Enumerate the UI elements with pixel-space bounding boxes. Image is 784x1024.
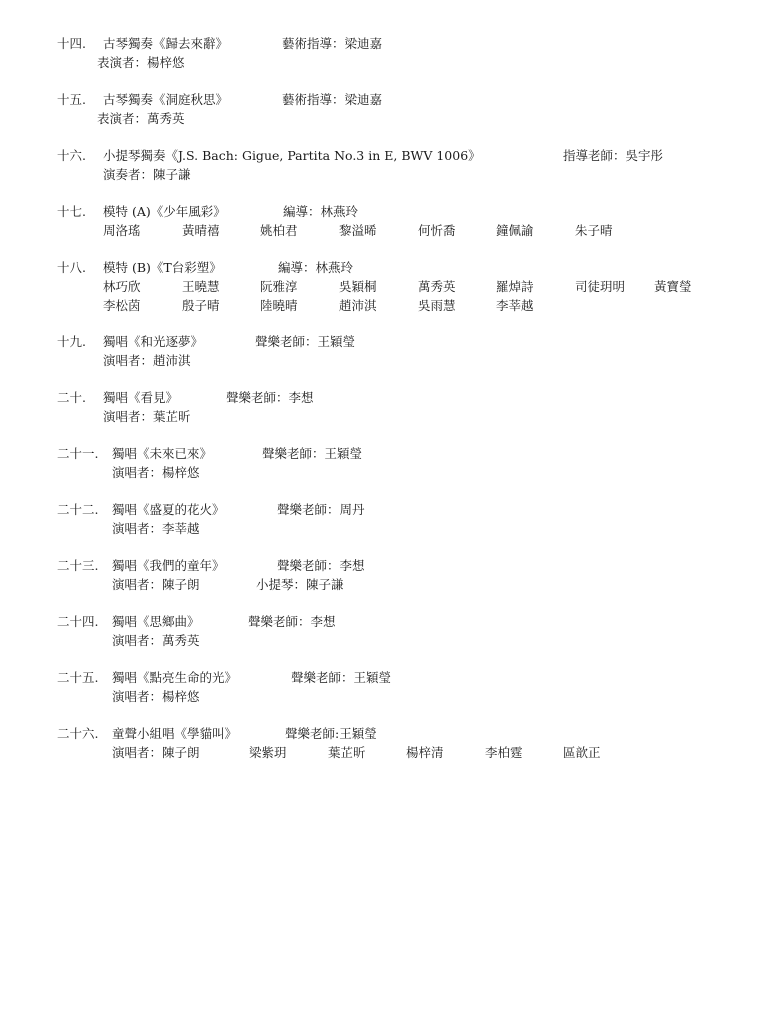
item-number: 十五. <box>57 92 86 107</box>
item-title: 獨唱《和光逐夢》 <box>103 334 204 349</box>
program-item <box>0 670 784 705</box>
item-number: 十四. <box>57 36 86 51</box>
performer-name: 殷子晴 <box>182 298 220 313</box>
performer-name: 李松茵 <box>103 298 141 313</box>
program-item <box>0 502 784 537</box>
item-title: 獨唱《看見》 <box>103 390 179 405</box>
performer-name: 演唱者：陳子朗 <box>112 577 200 592</box>
item-instructor: 藝術指導：梁迪嘉 <box>282 36 383 51</box>
performer-name: 演唱者：趙沛淇 <box>103 353 191 368</box>
item-number: 二十五. <box>57 670 99 685</box>
item-title: 小提琴獨奏《J.S. Bach: Gigue, Partita No.3 in E, BWV 1006》 <box>103 148 481 163</box>
program-item <box>0 446 784 481</box>
program-item <box>0 36 784 71</box>
performer-name: 黎溢晞 <box>339 223 377 238</box>
performer-name: 葉芷昕 <box>328 745 366 760</box>
item-number: 十七. <box>57 204 86 219</box>
program-item <box>0 204 784 239</box>
item-instructor: 聲樂老師：王穎瑩 <box>255 334 356 349</box>
performer-name: 司徒玥明 <box>575 279 626 294</box>
item-number: 二十三. <box>57 558 99 573</box>
item-number: 十八. <box>57 260 86 275</box>
performer-name: 萬秀英 <box>418 279 456 294</box>
item-instructor: 聲樂老師：周丹 <box>277 502 365 517</box>
item-title: 童聲小組唱《學貓叫》 <box>112 726 238 741</box>
item-instructor: 聲樂老師：李想 <box>277 558 365 573</box>
performer-name: 表演者：萬秀英 <box>97 111 185 126</box>
item-instructor: 指導老師：吳宇彤 <box>563 148 664 163</box>
item-title: 古琴獨奏《洞庭秋思》 <box>103 92 229 107</box>
item-number: 二十. <box>57 390 86 405</box>
item-instructor: 編導：林燕玲 <box>283 204 359 219</box>
performer-name: 姚柏君 <box>260 223 298 238</box>
item-number: 二十二. <box>57 502 99 517</box>
item-number: 十六. <box>57 148 86 163</box>
item-title: 獨唱《思鄉曲》 <box>112 614 200 629</box>
item-number: 二十四. <box>57 614 99 629</box>
performer-name: 黃寶瑩 <box>654 279 692 294</box>
performer-name: 何忻喬 <box>418 223 456 238</box>
performer-name: 朱子晴 <box>575 223 613 238</box>
program-item <box>0 726 784 761</box>
performer-name: 演唱者：萬秀英 <box>112 633 200 648</box>
performer-name: 吳雨慧 <box>418 298 456 313</box>
performer-name: 演唱者：楊梓悠 <box>112 689 200 704</box>
performer-name: 周洛瑤 <box>103 223 141 238</box>
performer-name: 演奏者：陳子謙 <box>103 167 191 182</box>
performer-name: 阮雅淳 <box>260 279 298 294</box>
program-item <box>0 334 784 369</box>
program-item <box>0 390 784 425</box>
item-title: 獨唱《盛夏的花火》 <box>112 502 225 517</box>
performer-name: 演唱者：陳子朗 <box>112 745 200 760</box>
item-number: 二十一. <box>57 446 99 461</box>
performer-name: 梁紫玥 <box>249 745 287 760</box>
performer-name: 李柏霆 <box>485 745 523 760</box>
item-number: 二十六. <box>57 726 99 741</box>
performer-name: 黃晴禧 <box>182 223 220 238</box>
item-title: 獨唱《點亮生命的光》 <box>112 670 238 685</box>
performer-name: 演唱者：楊梓悠 <box>112 465 200 480</box>
performer-name: 陸曉晴 <box>260 298 298 313</box>
item-instructor: 聲樂老師：王穎瑩 <box>262 446 363 461</box>
item-title: 模特 (A)《少年風彩》 <box>103 204 226 219</box>
item-number: 十九. <box>57 334 86 349</box>
item-instructor: 聲樂老師：李想 <box>226 390 314 405</box>
item-title: 模特 (B)《T台彩塑》 <box>103 260 222 275</box>
performer-name: 吳穎桐 <box>339 279 377 294</box>
item-title: 獨唱《我們的童年》 <box>112 558 225 573</box>
item-instructor: 藝術指導：梁迪嘉 <box>282 92 383 107</box>
program-item <box>0 148 784 183</box>
performer-name: 李莘越 <box>496 298 534 313</box>
performer-name: 王曉慧 <box>182 279 220 294</box>
performer-name: 楊梓清 <box>406 745 444 760</box>
performer-name: 區歆正 <box>563 745 601 760</box>
item-instructor: 聲樂老師：李想 <box>248 614 336 629</box>
program-item <box>0 260 784 314</box>
performer-name: 表演者：楊梓悠 <box>97 55 185 70</box>
program-item <box>0 92 784 127</box>
item-instructor: 聲樂老師:王穎瑩 <box>285 726 377 741</box>
program-item <box>0 558 784 593</box>
performer-name: 小提琴：陳子謙 <box>256 577 344 592</box>
performer-name: 演唱者：葉芷昕 <box>103 409 191 424</box>
item-title: 古琴獨奏《歸去來辭》 <box>103 36 229 51</box>
item-instructor: 聲樂老師：王穎瑩 <box>291 670 392 685</box>
item-instructor: 編導：林燕玲 <box>278 260 354 275</box>
performer-name: 演唱者：李莘越 <box>112 521 200 536</box>
performer-name: 羅焯詩 <box>496 279 534 294</box>
performer-name: 趙沛淇 <box>339 298 377 313</box>
item-title: 獨唱《未來已來》 <box>112 446 213 461</box>
program-item <box>0 614 784 649</box>
performer-name: 林巧欣 <box>103 279 141 294</box>
performer-name: 鐘佩諭 <box>496 223 534 238</box>
